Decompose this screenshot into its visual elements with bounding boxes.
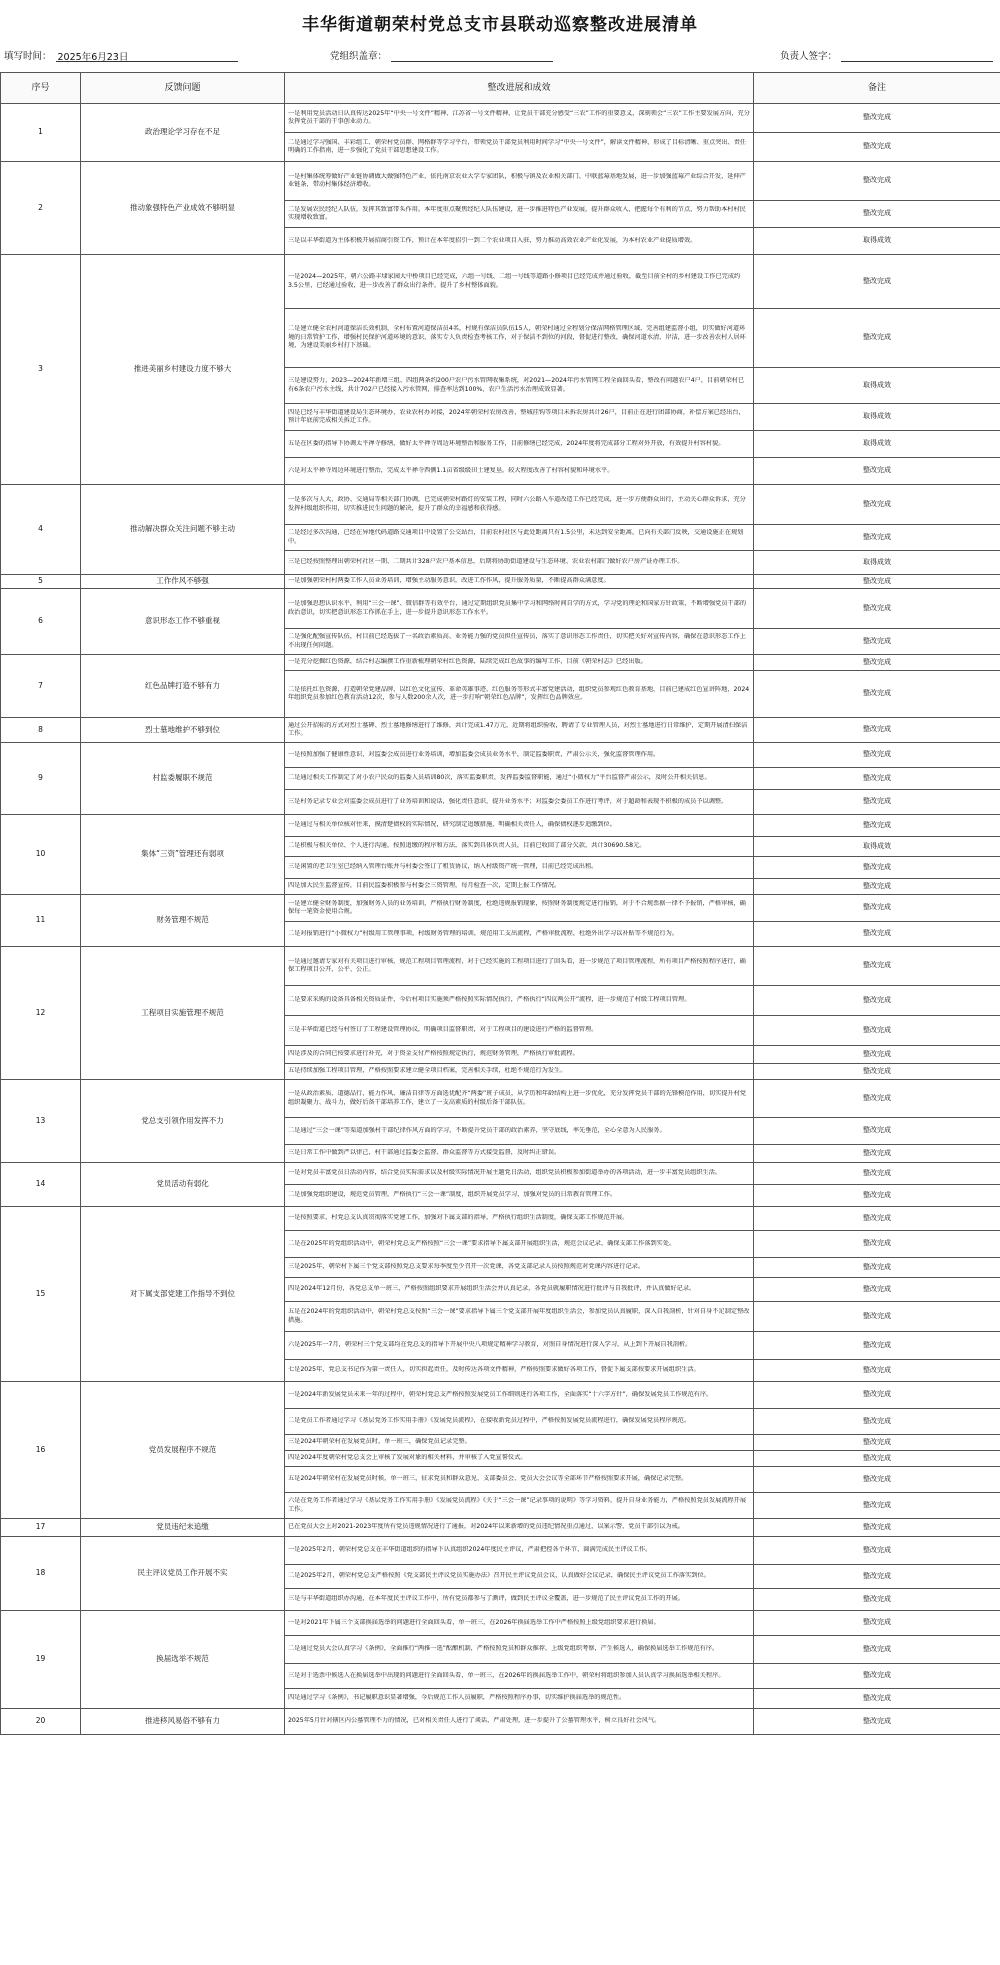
table-row [1, 1382, 1000, 1409]
status-note: 整改完成 [754, 458, 1000, 485]
feedback-problem: 推进移风易俗不够有力 [81, 1709, 285, 1735]
status-note: 整改完成 [754, 589, 1000, 629]
status-note: 整改完成 [754, 1451, 1000, 1467]
progress-cell [285, 525, 754, 551]
progress-cell [285, 986, 754, 1016]
progress-text: 三是与丰华街道组织办沟通，在本年度民主评议工作中，所有党员都参与了测评，做到民主评议全覆盖，进一步规范了民主评议党员工作的开展。 [288, 1595, 684, 1603]
status-note: 整改完成 [754, 1064, 1000, 1080]
feedback-problem: 党总支引领作用发挥不力 [81, 1080, 285, 1163]
feedback-problem: 工作作风不够强 [81, 575, 285, 589]
table-row [1, 947, 1000, 986]
status-note: 整改完成 [754, 1231, 1000, 1258]
feedback-problem: 红色品牌打造不够有力 [81, 655, 285, 718]
row-number: 15 [1, 1207, 81, 1382]
row-number: 1 [1, 104, 81, 162]
table-row [1, 743, 1000, 768]
progress-text: 四是2024年度朝荣村党总支会上审核了发展对象的相关材料，并审核了入党宣誓仪式。 [288, 1454, 527, 1462]
meta-row [0, 40, 1000, 66]
feedback-problem: 村监委履职不规范 [81, 743, 285, 815]
status-note: 整改完成 [754, 1565, 1000, 1589]
status-note: 整改完成 [754, 922, 1000, 947]
row-number: 14 [1, 1163, 81, 1207]
progress-cell [285, 1278, 754, 1302]
row-number: 11 [1, 895, 81, 947]
progress-text: 一是建立健全财务制度，加强财务人员的业务培训，严格执行财务制度，杜绝违规报销现象，按照财务制度规定进行报销，对于不合规票据一律不予报销，严格审核，确保每一笔资金使用合规。 [288, 899, 746, 915]
table-row [1, 895, 1000, 922]
progress-cell [285, 1709, 754, 1735]
progress-text: 一是2024—2025年，朝六公路丰埭家园大中桥项目已经完成，六组一号线、二组一号线等道路小修项目已经完成并通过验收，截至目前全村的乡村建设工作已完成约3.5公里，已经通过验收，进一步改善了群众出行条件，提升了乡村整体面貌。 [288, 273, 741, 289]
row-number: 4 [1, 485, 81, 575]
header-progress: 整改进展和成效 [285, 73, 754, 104]
progress-text: 四是已经与丰华街道建设局生态环境办、农业农村办对接，2024年朝荣村农房改善、整城挂钩等项目未拆农房共计26户，目前正在进行团部协商，补偿方案已经出台，预计年底前完成相关拆迁工作。 [288, 408, 745, 424]
progress-text: 二是建立健全农村河道保洁长效机制，全村布置河道保洁员4名，村规有保洁员队伍15人，朝荣村通过全程划分保洁网格管理区域，完善组建监督小组，切实做好河道环境的日常管护工作，增强村民保护河道环境的意识，落实专人负责检查考核工作，对于保洁不到位的河段，督促进行整改，确保河道水清、岸洁，进一步改善农村人居环境，为建设美丽乡村打下基础。 [288, 325, 746, 350]
progress-cell [285, 1360, 754, 1382]
status-note: 整改完成 [754, 1611, 1000, 1636]
progress-text: 一是2025年2月，朝荣村党总支在丰华街道组织的指导下认真组织2024年度民主评议，严肃把控各个环节，圆满完成民主评议工作。 [288, 1546, 652, 1554]
row-number: 7 [1, 655, 81, 718]
progress-cell [285, 1611, 754, 1636]
progress-text: 五是在2024年的党组织活动中，朝荣村党总支按照“三会一课”要求指导下属三个党支部开展年度组织生活会，参加党员认真履职，深入自我剖析，针对自身不足制定整改措施。 [288, 1308, 750, 1324]
status-note: 取得成效 [754, 228, 1000, 255]
status-note: 整改完成 [754, 1409, 1000, 1435]
header-note: 备注 [754, 73, 1000, 104]
status-note: 整改完成 [754, 743, 1000, 768]
progress-text: 三是日常工作中做到严以律己，村干部通过监委会监督、群众监督等方式接受监督，及时纠正错误。 [288, 1149, 561, 1157]
signature-line [841, 49, 993, 62]
status-note: 整改完成 [754, 575, 1000, 589]
row-number: 13 [1, 1080, 81, 1163]
status-note: 整改完成 [754, 1519, 1000, 1537]
progress-cell [285, 431, 754, 458]
table-row [1, 1207, 1000, 1231]
status-note: 整改完成 [754, 1163, 1000, 1185]
progress-text: 一是从政治素质、道德品行、能力作风、廉洁自律等方面选优配齐“两委”班子成员，从学历和年龄结构上进一步优化，充分发挥党员干部的先锋模范作用，切实提升村党组织凝聚力、战斗力，做好后备干部培养工作，建立了一支高素质的村级后备干部队伍。 [288, 1090, 747, 1106]
status-note: 整改完成 [754, 790, 1000, 815]
feedback-problem: 推动解决群众关注问题不够主动 [81, 485, 285, 575]
seal-label: 党组织盖章： [330, 51, 388, 62]
status-note: 整改完成 [754, 655, 1000, 671]
progress-cell [285, 1451, 754, 1467]
fill-time-label: 填写时间： [4, 51, 52, 62]
progress-text: 二是在2025年的党组织活动中，朝荣村党总支严格按照“三会一课”要求指导下属支部开展组织生活，规范会议记录，确保支部工作落到实处。 [288, 1239, 676, 1247]
seal-field [330, 48, 553, 62]
progress-cell [285, 1636, 754, 1664]
feedback-problem: 党员活动有弱化 [81, 1163, 285, 1207]
progress-text: 七是2025年，党总支书记作为第一责任人，切实担起责任，及时传达各项文件精神，严格按照要求做好各项工作，督促下属支部按要求开展组织生活。 [288, 1366, 700, 1374]
progress-text: 一是充分挖掘红色资源，结合村志编撰工作重新梳理朝荣村红色资源，陆续完成红色故事的编写工作，目前《朝荣村志》已经出版。 [288, 658, 647, 666]
table-row [1, 589, 1000, 629]
table-row [1, 255, 1000, 309]
feedback-problem: 民主评议党员工作开展不实 [81, 1537, 285, 1611]
status-note: 整改完成 [754, 1145, 1000, 1163]
row-number: 12 [1, 947, 81, 1080]
progress-cell [285, 1467, 754, 1493]
progress-text: 二是通过学习强国、丰彩组工、朝荣村党员群、网格群等学习平台，带领党员干部党员利用时间学习“中央一号文件”，解读文件精神，形成了目标清晰、重点突出、责任明确的工作指南，进一步强化了党员干部思想建设工作。 [288, 138, 747, 154]
fill-time-field [4, 48, 238, 62]
feedback-problem: 对下属支部党建工作指导不到位 [81, 1207, 285, 1382]
table-row [1, 1519, 1000, 1537]
progress-cell [285, 947, 754, 986]
progress-cell [285, 1207, 754, 1231]
table-row [1, 162, 1000, 201]
progress-cell [285, 551, 754, 575]
progress-cell [285, 1302, 754, 1332]
progress-text: 三是建设努力，2023—2024年新增三组、四组两条约200户农户污水管网收集系统，对2021—2024年污水管网工程全面回头看，整改有问题农户4户，目前朝荣村已有6条农户污水主线，共计702户已经接入污水管网，排查率达到100%，农户生活污水治理成效显著。 [288, 377, 745, 393]
fill-time-value: 2025年6月23日 [56, 49, 238, 62]
progress-text: 三是已经按照整理出朝荣村社区一期、二期共计328户农户基本信息，后期将协助街道建设与生态环境、农业农村部门做好农户房产证办理工作。 [288, 558, 684, 566]
feedback-problem: 推进美丽乡村建设力度不够大 [81, 255, 285, 485]
status-note: 整改完成 [754, 1258, 1000, 1278]
feedback-problem: 党员违纪未追缴 [81, 1519, 285, 1537]
status-note: 整改完成 [754, 1360, 1000, 1382]
progress-text: 二是强化配强宣传队伍，村目前已经选拔了一名政治素质高、业务能力强的党员担任宣传员，落实了意识形态工作责任，切实把关好对宣传内容，确保在意识形态工作上不出现任何问题。 [288, 633, 746, 649]
header-no: 序号 [1, 73, 81, 104]
feedback-problem: 换届选举不规范 [81, 1611, 285, 1709]
table-row [1, 1080, 1000, 1118]
progress-text: 一是按照要求，村党总支认真贯彻落实党建工作，加强对下属支部的指导，严格执行组织生活制度，确保支部工作规范开展。 [288, 1214, 629, 1222]
progress-text: 二是发展农民经纪人队伍，发挥其致富带头作用。本年度重点聚焦经纪人队伍建设，进一步推进特色产业发展，提升群众收入，把握每个有利的节点，努力帮助本村村民实现增收致富。 [288, 205, 746, 221]
progress-cell [285, 815, 754, 837]
status-note: 取得成效 [754, 837, 1000, 857]
progress-cell [285, 201, 754, 228]
status-note: 取得成效 [754, 431, 1000, 458]
progress-text: 二是依托红色资源，打造朝荣党建品牌，以红色文化宣传、革命英雄事迹、红色服务等形式丰富党建活动，组织党员参观红色教育基地，目前已建成红色宣讲阵地，2024年组织党员参加红色教育活动12次，参与人数200余人次，进一步打响“朝荣红色品牌”，发挥红色品牌效应。 [288, 685, 750, 701]
progress-cell [285, 255, 754, 309]
progress-cell [285, 1435, 754, 1451]
status-note: 整改完成 [754, 1664, 1000, 1689]
progress-cell [285, 879, 754, 895]
progress-cell [285, 1064, 754, 1080]
table-body [1, 104, 1000, 1735]
header-problem: 反馈问题 [81, 73, 285, 104]
feedback-problem: 工程项目实施管理不规范 [81, 947, 285, 1080]
status-note: 整改完成 [754, 879, 1000, 895]
progress-text: 四是通过学习《条例》，书记履职意识显著增强，今后规范工作人员履职，严格按照程序办事，切实维护换届选举的规范性。 [288, 1694, 626, 1702]
progress-cell [285, 768, 754, 790]
progress-text: 二是通过“三会一课”等渠道加强村干部纪律作风方面的学习，不断提升党员干部的政治素养，坚守底线，率先垂范，全心全意为人民服务。 [288, 1126, 666, 1134]
progress-text: 五是2024年朝荣村在发展党员时候，单一班三，征求党员和群众意见、支部委员会、党员大会会议等全部环节严格按照要求开展，确保记录完整。 [288, 1475, 688, 1483]
progress-cell [285, 1258, 754, 1278]
status-note: 整改完成 [754, 1278, 1000, 1302]
progress-cell [285, 790, 754, 815]
table-header-row [1, 73, 1000, 104]
progress-text: 一是多次与人大、政协、交通局等相关部门协调，已完成朝荣村路灯的安装工程，同时六公路入车道改造工作已经完成，进一步方便群众出行，主动关心群众诉求，充分发挥村级组织作用，切实推进民生问题的解决，提升了群众的幸福感和获得感。 [288, 496, 746, 512]
progress-cell [285, 309, 754, 368]
progress-text: 二是通过党员大会认真学习《条例》，全面推行“两推一选”酝酿机制，严格按照党员和群众推荐，上级党组织考察，产生候选人，确保换届选举工作规范有序。 [288, 1645, 719, 1653]
progress-text: 一是加强朝荣村村两委工作人员业务培训，增强主动服务意识，改进工作作风，提升服务质量，不断提高群众满意度。 [288, 577, 610, 585]
status-note: 整改完成 [754, 1435, 1000, 1451]
progress-text: 一是利用党员活动日认真传达2025年“中央一号文件”精神、江苏省一号文件精神，让党员干部充分感受“三农”工作的重要意义，深刻领会“三农”工作主要发展方向，充分发挥党员干部的干事创业动力。 [288, 109, 750, 125]
row-number: 5 [1, 575, 81, 589]
progress-text: 一是通过邀请专家对有关项目进行审核，规范工程项目管理流程，对于已经实施的工程项目进行了回头看，进一步规范了项目管理流程，所有项目严格按照程序进行，确保工程项目公开、公平、公正。 [288, 957, 746, 973]
feedback-problem: 烈士墓地维护不够到位 [81, 718, 285, 743]
status-note: 整改完成 [754, 162, 1000, 201]
progress-cell [285, 575, 754, 589]
status-note: 整改完成 [754, 1382, 1000, 1409]
status-note: 整改完成 [754, 1080, 1000, 1118]
status-note: 整改完成 [754, 1636, 1000, 1664]
feedback-problem: 集体“三资”管理还有弱项 [81, 815, 285, 895]
progress-text: 四是2024年12月份，各党总支单一班三，严格按照组织要求开展组织生活会并认真记录，各党员就履职情况进行批评与自我批评，并认真做好记录。 [288, 1285, 696, 1293]
table-row [1, 1709, 1000, 1735]
progress-cell [285, 1046, 754, 1064]
progress-text: 三是闲置的老卫生室已经纳入管理台账并与村委会签订了租赁协议，纳入村级资产统一管理，目前已经完成出租。 [288, 863, 598, 871]
status-note: 整改完成 [754, 629, 1000, 655]
progress-cell [285, 895, 754, 922]
progress-cell [285, 228, 754, 255]
status-note: 取得成效 [754, 404, 1000, 431]
progress-cell [285, 1664, 754, 1689]
status-note: 整改完成 [754, 1589, 1000, 1611]
status-note: 整改完成 [754, 1689, 1000, 1709]
progress-cell [285, 1145, 754, 1163]
feedback-problem: 推动象强特色产业成效不够明显 [81, 162, 285, 255]
progress-text: 二是加强党组织建设，规范党员管理，严格执行“三会一课”制度，组织开展党员学习，加强对党员的日常教育管理工作。 [288, 1191, 617, 1199]
progress-cell [285, 857, 754, 879]
table-row [1, 1163, 1000, 1185]
progress-text: 通过公开招标的方式对烈士墓碑、烈士墓地修缮进行了维修，共计完成1.47万元，近期将组织验收，聘请了专业管理人员，对烈士墓地进行日常维护，定期开展清扫保洁工作。 [288, 721, 748, 737]
progress-text: 四是加大民生监督宣传，目前民监委积极参与村委会三资管理，每月检查一次，定期上报工作情况。 [288, 882, 561, 890]
status-note: 取得成效 [754, 368, 1000, 404]
progress-cell [285, 743, 754, 768]
table-row [1, 575, 1000, 589]
progress-cell [285, 1565, 754, 1589]
status-note: 整改完成 [754, 1332, 1000, 1360]
table-row [1, 815, 1000, 837]
progress-text: 六是2025年一7月，朝荣村三个党支部均在党总支的指导下开展中央八项规定精神学习教育，对照自身情况进行深入学习，从上到下开展自我剖析。 [288, 1341, 692, 1349]
status-note: 整改完成 [754, 525, 1000, 551]
progress-cell [285, 1080, 754, 1118]
status-note: 整改完成 [754, 768, 1000, 790]
progress-text: 二是通过相关工作制定了对小农户民众的监委人员培训80次，落实监委职责，发挥监委监督职能，通过“小微权力”平台监督严肃公示，及时公开相关信息。 [288, 774, 711, 782]
row-number: 6 [1, 589, 81, 655]
status-note: 整改完成 [754, 133, 1000, 162]
row-number: 20 [1, 1709, 81, 1735]
status-note: 整改完成 [754, 857, 1000, 879]
row-number: 19 [1, 1611, 81, 1709]
status-note: 整改完成 [754, 1046, 1000, 1064]
progress-text: 一是对2021年下属三个支部换届选举的问题进行全面回头看，单一班三，在2026年换届选举工作中严格按照上级党组织要求进行换届。 [288, 1618, 660, 1626]
progress-text: 二是对报销进行“小微权力”村级用工管理事项，村级财务管理的培训，规范用工支出流程，严格审批流程，杜绝外出学习以补贴等不规范行为。 [288, 929, 679, 937]
status-note: 整改完成 [754, 1709, 1000, 1735]
rectification-table [0, 72, 1000, 1735]
status-note: 整改完成 [754, 1467, 1000, 1493]
progress-text: 已在党员大会上对2021-2023年度所有党员违规情况进行了通报，对2024年以来新增的党员违纪情况重点通过，以案示警，党员干部引以为戒。 [288, 1523, 684, 1531]
progress-text: 五是在区委的指导下协调太平禅寺修缮，做好太平禅寺周边环境整治和服务工作，目前修缮已经完成，2024年度将完成部分工程对外开放，有效提升村容村貌。 [288, 439, 725, 447]
signature-field [780, 48, 993, 62]
progress-text: 三是丰华街道已经与村签订了工程建设管理协议，明确项目监督职责，对于工程项目的建设进行严格的监督管理。 [288, 1026, 598, 1034]
progress-text: 一是2024年新发展党员未来一年的过程中，朝荣村党总支严格按照发展党员工作细则进行各项工作，全面落实“十六字方针”，确保发展党员工作规范有序。 [288, 1390, 713, 1398]
progress-text: 六是在党务工作者通过学习《基层党务工作实用手册》《发展党员流程》《关于“三会一课”记录事项的说明》等学习资料，提升自身业务能力，严格按照党员发展流程开展工作。 [288, 1497, 747, 1513]
status-note: 整改完成 [754, 671, 1000, 718]
row-number: 3 [1, 255, 81, 485]
status-note: 整改完成 [754, 1118, 1000, 1145]
status-note: 整改完成 [754, 1207, 1000, 1231]
table-row [1, 1537, 1000, 1565]
progress-cell [285, 1231, 754, 1258]
progress-text: 三是对于选票中候选人在换届选举中出现的问题进行全面回头看，单一班三，在2026年的换届选举工作中，朝荣村将组织参加人员认真学习换届选举相关程序。 [288, 1671, 725, 1679]
progress-text: 二是积极与相关单位、个人进行沟通，按照追缴的程序和方法，落实到具体负责人员，目前已收回了部分欠款，共计30690.58元。 [288, 842, 646, 850]
progress-text: 二是经过多次沟通，已经在异地代码道路交通项目中设置了公交站台，目前农村社区与此处距离只有1.5公里，未达到安全距离，已向有关部门反映，交通设施正在规划中。 [288, 529, 744, 545]
progress-cell [285, 629, 754, 655]
table-row [1, 1611, 1000, 1636]
table-row [1, 718, 1000, 743]
progress-cell [285, 162, 754, 201]
progress-cell [285, 589, 754, 629]
table-row [1, 104, 1000, 133]
progress-text: 五是持续加强工程项目管理，严格按照要求建立健全项目档案，完善相关手续，杜绝不规范行为发生。 [288, 1067, 567, 1075]
progress-cell [285, 671, 754, 718]
status-note: 整改完成 [754, 104, 1000, 133]
status-note: 整改完成 [754, 895, 1000, 922]
progress-cell [285, 485, 754, 525]
progress-cell [285, 133, 754, 162]
progress-cell [285, 1537, 754, 1565]
status-note: 整改完成 [754, 947, 1000, 986]
status-note: 整改完成 [754, 986, 1000, 1016]
progress-cell [285, 655, 754, 671]
status-note: 整改完成 [754, 1302, 1000, 1332]
progress-text: 一是通过与相关单位核对往来，摸清楚债权的实际情况，研究制定追缴措施，明确相关责任人，确保债权逐步追缴到位。 [288, 821, 616, 829]
progress-cell [285, 1163, 754, 1185]
table-row [1, 485, 1000, 525]
row-number: 18 [1, 1537, 81, 1611]
progress-cell [285, 837, 754, 857]
progress-cell [285, 1689, 754, 1709]
progress-cell [285, 1118, 754, 1145]
progress-text: 二是要求采购的设备具备相关资质证件，今后村项目实施须严格按照实际情况执行，严格执行“四议两公开”流程，进一步规范了村级工程项目管理。 [288, 996, 691, 1004]
feedback-problem: 意识形态工作不够重视 [81, 589, 285, 655]
status-note: 整改完成 [754, 1016, 1000, 1046]
status-note: 整改完成 [754, 201, 1000, 228]
progress-text: 二是2025年2月，朝荣村党总支严格按照《党支部民主评议党员实施办法》召开民主评议党员会议，认真做好会议记录，确保民主评议党员工作落实到位。 [288, 1572, 710, 1580]
row-number: 2 [1, 162, 81, 255]
progress-text: 三是2024年朝荣村在发展党员时，单一班三，确保党员记录完整。 [288, 1438, 471, 1446]
progress-cell [285, 1519, 754, 1537]
feedback-problem: 党员发展程序不规范 [81, 1382, 285, 1519]
signature-label: 负责人签字： [780, 51, 838, 62]
progress-cell [285, 104, 754, 133]
progress-cell [285, 1589, 754, 1611]
progress-text: 一是村集体统筹做好产业链协调做大做强特色产业，依托南京农业大学专家团队，积极与镇及农业相关部门、中联蓝莓基地发展，进一步加强蓝莓产业综合开发，延伸产业链条，带动村集体经济增收。 [288, 172, 746, 188]
seal-line [391, 49, 553, 62]
table-row [1, 655, 1000, 671]
progress-cell [285, 1332, 754, 1360]
progress-cell [285, 1409, 754, 1435]
status-note: 整改完成 [754, 1537, 1000, 1565]
status-note: 整改完成 [754, 815, 1000, 837]
progress-text: 2025年5月针对辖区内公墓管理不力的情况，已对相关责任人进行了谈话，严肃处理，进一步提升了公墓管理水平，树立良好社会风气。 [288, 1717, 661, 1725]
row-number: 8 [1, 718, 81, 743]
status-note: 整改完成 [754, 255, 1000, 309]
status-note: 整改完成 [754, 1493, 1000, 1519]
progress-text: 一是按照加强了健康性意识，对监委会成员进行业务培训，增加监委会成员业务水平，制定监委职责，严肃公示关，强化监督管理作用。 [288, 750, 660, 758]
progress-text: 一是对党员丰富党员日活动内容，结合党员实际需求以及村级实际情况开展主题党日活动，组织党员积极参加街道举办的各项活动，进一步丰富党员组织生活。 [288, 1169, 722, 1177]
progress-cell [285, 368, 754, 404]
status-note: 整改完成 [754, 718, 1000, 743]
progress-cell [285, 1382, 754, 1409]
row-number: 9 [1, 743, 81, 815]
status-note: 整改完成 [754, 485, 1000, 525]
progress-cell [285, 922, 754, 947]
progress-text: 四是涉及的合同已按要求进行补充，对于资金支付严格按照规定执行，规范财务管理，严格执行审批流程。 [288, 1050, 579, 1058]
progress-cell [285, 458, 754, 485]
progress-text: 二是党员工作者通过学习《基层党务工作实用手册》《发展党员流程》，在接收新党员过程中，严格按照发展党员流程进行，确保发展党员程序规范。 [288, 1417, 691, 1425]
progress-text: 三是2025年，朝荣村下属三个党支部按照党总支要求每季度至少召开一次党课，各党支部记录人员按照规范对党课内容进行记录。 [288, 1263, 645, 1271]
feedback-problem: 政治理论学习存在不足 [81, 104, 285, 162]
row-number: 10 [1, 815, 81, 895]
document-title: 丰华街道朝荣村党总支市县联动巡察整改进展清单 [302, 15, 698, 35]
status-note: 取得成效 [754, 551, 1000, 575]
progress-text: 三是以丰华街道为主体积极开展招商引资工作，预计在本年度招引一到二个农业项目入驻，努力推动高效农业产业化发展，为本村农业产业提质增效。 [288, 236, 697, 244]
progress-cell [285, 1016, 754, 1046]
feedback-problem: 财务管理不规范 [81, 895, 285, 947]
progress-text: 三是村务记录专业会对监委会成员进行了业务培训和说话，强化责任意识，提升业务水平；对监委会委员工作进行考评，对于超龄和表现不积极的成员予以调整。 [288, 797, 728, 805]
progress-text: 六是对太平禅寺周边环境进行整治，完成太平禅寺西侧1.1亩省级级田土建复垦，较大程度改善了村容村貌和环境水平。 [288, 466, 614, 474]
status-note: 整改完成 [754, 309, 1000, 368]
progress-cell [285, 718, 754, 743]
status-note: 整改完成 [754, 1185, 1000, 1207]
progress-text: 一是加强思想认识水平，利用“三会一课”、微信群等有效平台，通过定期组织党员集中学习和网络时间自学的方式，学习党的理论和国家方针政策，不断增强党员干部的政治意识，切实把意识形态工作抓在手上，进一步提升意识形态工作水平。 [288, 600, 747, 616]
row-number: 16 [1, 1382, 81, 1519]
progress-cell [285, 404, 754, 431]
row-number: 17 [1, 1519, 81, 1537]
progress-cell [285, 1185, 754, 1207]
progress-cell [285, 1493, 754, 1519]
